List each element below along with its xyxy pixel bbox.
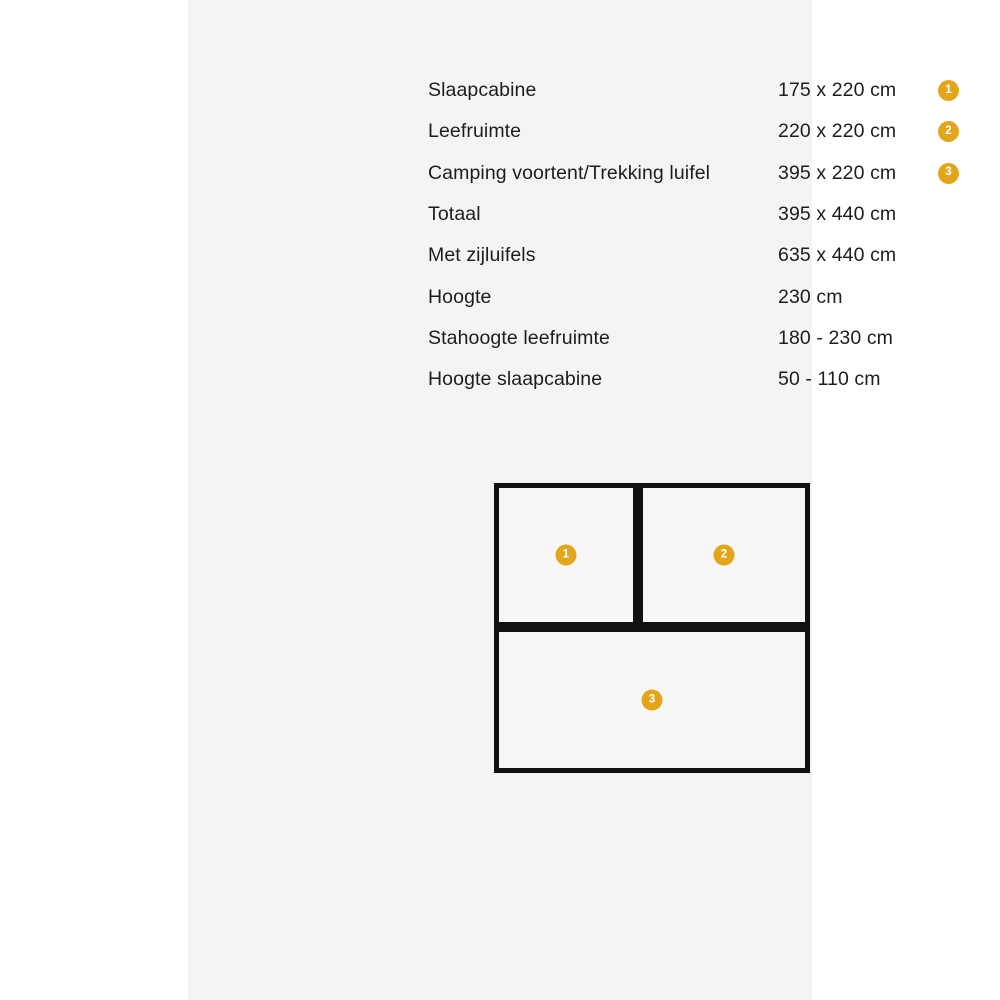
spec-label: Slaapcabine: [428, 79, 537, 102]
spec-value: 395 x 440 cm: [778, 203, 897, 226]
spec-label: Met zijluifels: [428, 244, 536, 267]
content-panel: [188, 0, 952, 1000]
number-badge: 1: [556, 545, 577, 566]
spec-label: Stahoogte leefruimte: [428, 326, 610, 349]
floorplan-room-living-area: [638, 483, 810, 627]
spec-row: [428, 70, 968, 111]
number-badge: 3: [938, 163, 959, 184]
spec-label: Hoogte slaapcabine: [428, 368, 603, 391]
spec-label: Camping voortent/Trekking luifel: [428, 161, 711, 184]
floorplan: [494, 483, 810, 773]
spec-row: [428, 235, 968, 276]
floorplan-room-sleeping-cabin: [494, 483, 638, 627]
number-badge: 2: [714, 545, 735, 566]
floorplan-room-awning: [494, 627, 810, 773]
spec-badge-cell: [938, 80, 968, 101]
spec-row: [428, 359, 968, 400]
spec-row: [428, 318, 968, 359]
number-badge: 2: [938, 121, 959, 142]
spec-value: 220 x 220 cm: [778, 120, 897, 143]
spec-label: Totaal: [428, 203, 481, 226]
spec-value: 50 - 110 cm: [778, 368, 881, 391]
spec-row: [428, 111, 968, 152]
spec-value: 230 cm: [778, 285, 843, 308]
number-badge: 3: [642, 690, 663, 711]
spec-row: [428, 153, 968, 194]
specifications-list: [428, 70, 968, 400]
spec-badge-cell: [938, 121, 968, 142]
number-badge: 1: [938, 80, 959, 101]
spec-value: 180 - 230 cm: [778, 326, 894, 349]
spec-badge-cell: [938, 163, 968, 184]
spec-value: 635 x 440 cm: [778, 244, 897, 267]
spec-row: [428, 276, 968, 317]
spec-row: [428, 194, 968, 235]
spec-label: Leefruimte: [428, 120, 522, 143]
spec-value: 395 x 220 cm: [778, 161, 897, 184]
spec-label: Hoogte: [428, 285, 492, 308]
spec-value: 175 x 220 cm: [778, 79, 897, 102]
